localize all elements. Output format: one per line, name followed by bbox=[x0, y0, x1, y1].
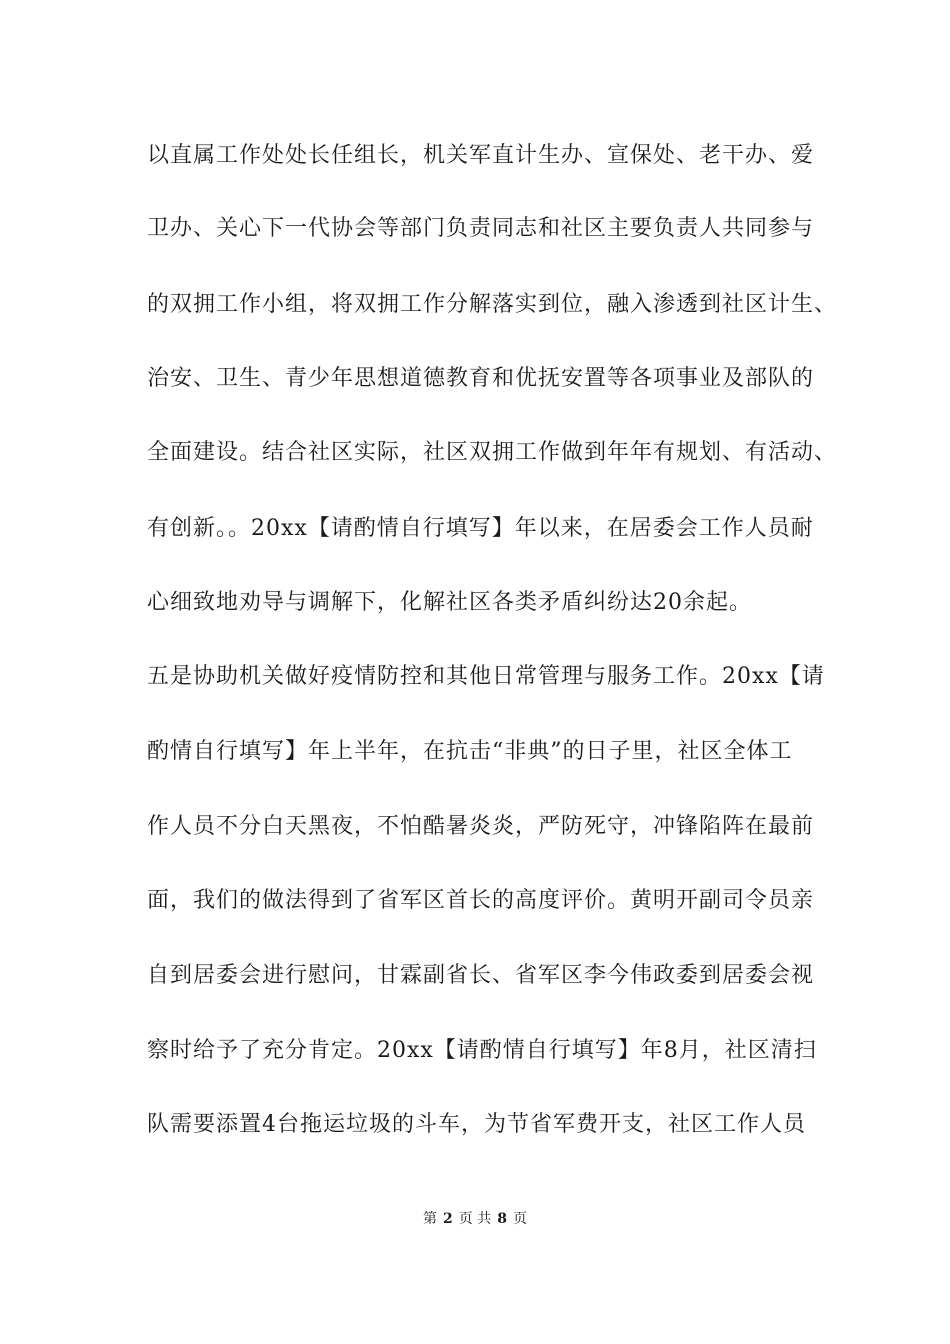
footer-suffix: 页 bbox=[512, 1211, 527, 1227]
body-text-line: 治安、卫生、青少年思想道德教育和优抚安置等各项事业及部队的 bbox=[147, 366, 815, 391]
body-text-line: 作人员不分白天黑夜，不怕酷暑炎炎，严防死守，冲锋陷阵在最前 bbox=[147, 814, 815, 839]
page-footer bbox=[0, 1209, 950, 1229]
footer-prefix: 第 bbox=[423, 1211, 438, 1227]
body-text-line: 察时给予了充分肯定。20xx【请酌情自行填写】年8月，社区清扫 bbox=[147, 1038, 817, 1063]
body-text-line: 酌情自行填写】年上半年，在抗击“非典”的日子里，社区全体工 bbox=[147, 739, 793, 764]
body-text-line: 的双拥工作小组，将双拥工作分解落实到位，融入渗透到社区计生、 bbox=[147, 292, 838, 317]
body-text-line: 五是协助机关做好疫情防控和其他日常管理与服务工作。20xx【请 bbox=[147, 664, 825, 689]
total-page-count: 8 bbox=[497, 1211, 507, 1227]
body-text-line: 队需要添置4台拖运垃圾的斗车，为节省军费开支，社区工作人员 bbox=[147, 1112, 806, 1137]
body-text-line: 面，我们的做法得到了省军区首长的高度评价。黄明开副司令员亲 bbox=[147, 888, 815, 913]
body-text-line: 卫办、关心下一代协会等部门负责同志和社区主要负责人共同参与 bbox=[147, 216, 815, 241]
body-text-line: 心细致地劝导与调解下，化解社区各类矛盾纠纷达20余起。 bbox=[147, 590, 752, 615]
body-text-line: 自到居委会进行慰问，甘霖副省长、省军区李今伟政委到居委会视 bbox=[147, 963, 815, 988]
body-text-line: 全面建设。结合社区实际，社区双拥工作做到年年有规划、有活动、 bbox=[147, 440, 838, 465]
body-text-line: 以直属工作处处长任组长，机关军直计生办、宣保处、老干办、爱 bbox=[147, 143, 815, 168]
footer-middle: 页 共 bbox=[458, 1211, 492, 1227]
current-page-number: 2 bbox=[443, 1211, 453, 1227]
body-text-line: 有创新。。20xx【请酌情自行填写】年以来，在居委会工作人员耐 bbox=[147, 516, 814, 541]
